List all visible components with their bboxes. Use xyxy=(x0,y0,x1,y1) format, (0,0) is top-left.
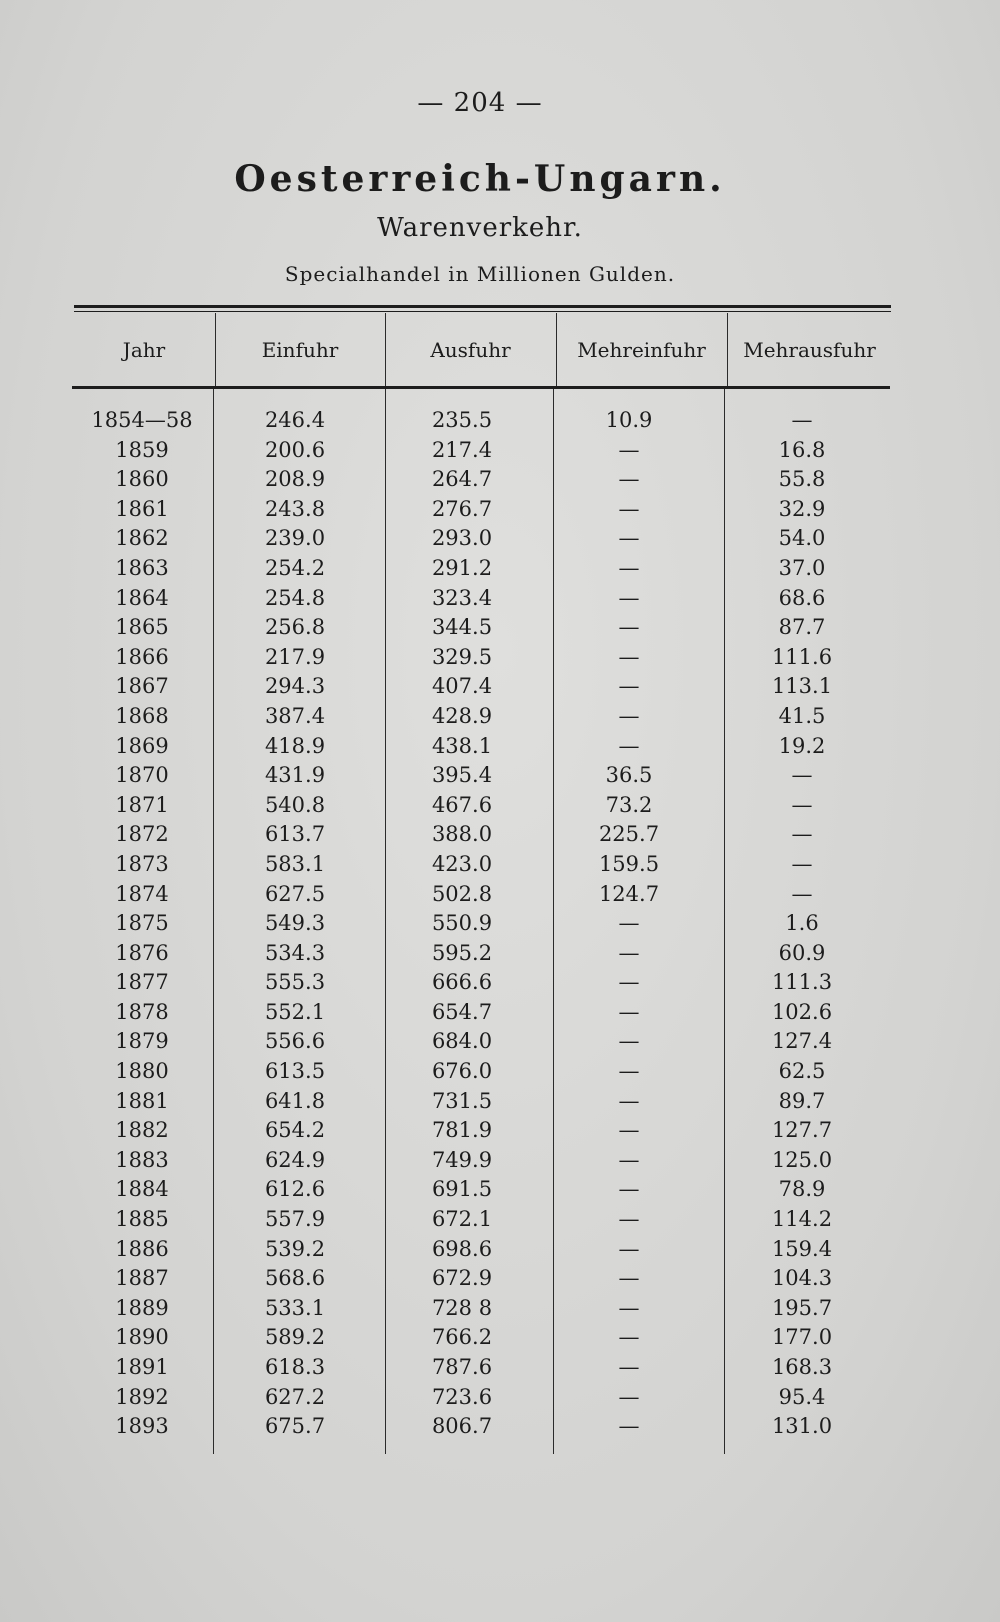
cell-mehrausfuhr: — xyxy=(791,763,813,788)
table-row xyxy=(72,554,892,584)
cell-mehrausfuhr: 159.4 xyxy=(771,1236,833,1261)
cell-mehrausfuhr: 102.6 xyxy=(771,999,833,1024)
table-row xyxy=(72,939,892,969)
cell-einfuhr: 533.1 xyxy=(264,1295,326,1320)
cell-einfuhr: 217.9 xyxy=(264,644,326,669)
cell-mehrausfuhr: 16.8 xyxy=(778,437,826,462)
cell-ausfuhr: 728 8 xyxy=(431,1295,493,1320)
cell-mehrausfuhr: 114.2 xyxy=(771,1207,833,1232)
cell-mehreinfuhr: — xyxy=(618,555,640,580)
cell-ausfuhr: 672.9 xyxy=(431,1266,493,1291)
cell-jahr: 1871 xyxy=(115,792,169,817)
cell-jahr: 1878 xyxy=(115,999,169,1024)
cell-mehrausfuhr: 104.3 xyxy=(771,1266,833,1291)
cell-mehrausfuhr: 87.7 xyxy=(778,615,826,640)
table-row xyxy=(72,524,892,554)
cell-einfuhr: 589.2 xyxy=(264,1325,326,1350)
cell-jahr: 1889 xyxy=(115,1295,169,1320)
cell-ausfuhr: 323.4 xyxy=(431,585,493,610)
cell-jahr: 1859 xyxy=(115,437,169,462)
table-row xyxy=(72,613,892,643)
table-row xyxy=(72,406,892,436)
cell-mehreinfuhr: — xyxy=(618,1384,640,1409)
cell-mehreinfuhr: — xyxy=(618,437,640,462)
table-row xyxy=(72,1146,892,1176)
cell-jahr: 1862 xyxy=(115,526,169,551)
cell-mehreinfuhr: 225.7 xyxy=(598,822,660,847)
cell-jahr: 1863 xyxy=(115,555,169,580)
cell-ausfuhr: 672.1 xyxy=(431,1207,493,1232)
cell-mehreinfuhr: 159.5 xyxy=(598,851,660,876)
table-caption: Specialhandel in Millionen Gulden. xyxy=(284,262,676,286)
cell-jahr: 1893 xyxy=(115,1414,169,1439)
table-row xyxy=(72,1116,892,1146)
cell-ausfuhr: 806.7 xyxy=(431,1414,493,1439)
cell-jahr: 1874 xyxy=(115,881,169,906)
table-row xyxy=(72,465,892,495)
top-rule-thin xyxy=(74,311,891,312)
cell-mehrausfuhr: 68.6 xyxy=(778,585,826,610)
cell-einfuhr: 254.2 xyxy=(264,555,326,580)
cell-jahr: 1866 xyxy=(115,644,169,669)
cell-mehrausfuhr: 37.0 xyxy=(778,555,826,580)
cell-jahr: 1881 xyxy=(115,1088,169,1113)
cell-ausfuhr: 550.9 xyxy=(431,911,493,936)
column-header-mehrausfuhr: Mehrausfuhr xyxy=(743,338,876,362)
cell-einfuhr: 675.7 xyxy=(264,1414,326,1439)
cell-mehrausfuhr: 111.6 xyxy=(771,644,833,669)
cell-ausfuhr: 502.8 xyxy=(431,881,493,906)
cell-einfuhr: 387.4 xyxy=(264,703,326,728)
cell-mehreinfuhr: — xyxy=(618,467,640,492)
column-header-ausfuhr: Ausfuhr xyxy=(430,338,511,362)
cell-jahr: 1885 xyxy=(115,1207,169,1232)
cell-mehreinfuhr: — xyxy=(618,911,640,936)
cell-mehreinfuhr: — xyxy=(618,526,640,551)
cell-einfuhr: 613.7 xyxy=(264,822,326,847)
cell-mehrausfuhr: 89.7 xyxy=(778,1088,826,1113)
cell-ausfuhr: 276.7 xyxy=(431,496,493,521)
cell-ausfuhr: 291.2 xyxy=(431,555,493,580)
top-rule xyxy=(74,305,891,308)
cell-mehrausfuhr: 62.5 xyxy=(778,1059,826,1084)
cell-einfuhr: 624.9 xyxy=(264,1147,326,1172)
cell-mehreinfuhr: — xyxy=(618,703,640,728)
cell-jahr: 1854—58 xyxy=(91,408,193,432)
cell-ausfuhr: 781.9 xyxy=(431,1118,493,1143)
cell-ausfuhr: 395.4 xyxy=(431,763,493,788)
column-header-jahr: Jahr xyxy=(122,338,166,362)
table-row xyxy=(72,820,892,850)
cell-ausfuhr: 264.7 xyxy=(431,467,493,492)
cell-ausfuhr: 654.7 xyxy=(431,999,493,1024)
cell-mehrausfuhr: 55.8 xyxy=(778,467,826,492)
cell-jahr: 1867 xyxy=(115,674,169,699)
cell-jahr: 1883 xyxy=(115,1147,169,1172)
cell-jahr: 1887 xyxy=(115,1266,169,1291)
cell-einfuhr: 246.4 xyxy=(264,408,326,432)
cell-einfuhr: 431.9 xyxy=(264,763,326,788)
cell-mehreinfuhr: — xyxy=(618,644,640,669)
cell-mehrausfuhr: 195.7 xyxy=(771,1295,833,1320)
trade-table xyxy=(72,406,892,1442)
cell-mehreinfuhr: — xyxy=(618,1147,640,1172)
cell-ausfuhr: 293.0 xyxy=(431,526,493,551)
column-header-mehreinfuhr: Mehreinfuhr xyxy=(577,338,706,362)
cell-jahr: 1890 xyxy=(115,1325,169,1350)
cell-mehreinfuhr: — xyxy=(618,1118,640,1143)
cell-mehrausfuhr: — xyxy=(791,792,813,817)
cell-mehreinfuhr: 124.7 xyxy=(598,881,660,906)
cell-mehrausfuhr: 113.1 xyxy=(771,674,833,699)
cell-jahr: 1869 xyxy=(115,733,169,758)
cell-jahr: 1892 xyxy=(115,1384,169,1409)
table-row xyxy=(72,495,892,525)
cell-ausfuhr: 217.4 xyxy=(431,437,493,462)
table-row xyxy=(72,909,892,939)
cell-ausfuhr: 676.0 xyxy=(431,1059,493,1084)
cell-mehrausfuhr: 95.4 xyxy=(778,1384,826,1409)
cell-jahr: 1865 xyxy=(115,615,169,640)
table-row xyxy=(72,791,892,821)
cell-einfuhr: 200.6 xyxy=(264,437,326,462)
table-row xyxy=(72,436,892,466)
table-row xyxy=(72,880,892,910)
table-row xyxy=(72,1205,892,1235)
cell-einfuhr: 243.8 xyxy=(264,496,326,521)
cell-mehreinfuhr: — xyxy=(618,1207,640,1232)
cell-mehreinfuhr: — xyxy=(618,615,640,640)
table-row xyxy=(72,584,892,614)
cell-mehrausfuhr: 1.6 xyxy=(785,911,819,936)
cell-einfuhr: 641.8 xyxy=(264,1088,326,1113)
cell-ausfuhr: 749.9 xyxy=(431,1147,493,1172)
cell-jahr: 1872 xyxy=(115,822,169,847)
cell-ausfuhr: 438.1 xyxy=(431,733,493,758)
table-row xyxy=(72,1175,892,1205)
cell-jahr: 1877 xyxy=(115,970,169,995)
cell-einfuhr: 612.6 xyxy=(264,1177,326,1202)
cell-jahr: 1886 xyxy=(115,1236,169,1261)
cell-mehrausfuhr: 78.9 xyxy=(778,1177,826,1202)
table-row xyxy=(72,1235,892,1265)
table-row xyxy=(72,968,892,998)
cell-jahr: 1891 xyxy=(115,1355,169,1379)
cell-mehreinfuhr: — xyxy=(618,585,640,610)
cell-einfuhr: 557.9 xyxy=(264,1207,326,1232)
cell-ausfuhr: 467.6 xyxy=(431,792,493,817)
cell-mehrausfuhr: — xyxy=(791,408,813,432)
cell-einfuhr: 294.3 xyxy=(264,674,326,699)
cell-einfuhr: 549.3 xyxy=(264,911,326,936)
table-row xyxy=(72,1323,892,1353)
cell-einfuhr: 627.5 xyxy=(264,881,326,906)
cell-mehreinfuhr: — xyxy=(618,1177,640,1202)
cell-einfuhr: 254.8 xyxy=(264,585,326,610)
cell-ausfuhr: 684.0 xyxy=(431,1029,493,1054)
cell-mehrausfuhr: 127.7 xyxy=(771,1118,833,1143)
cell-ausfuhr: 723.6 xyxy=(431,1384,493,1409)
cell-mehreinfuhr: — xyxy=(618,1355,640,1379)
cell-mehreinfuhr: 10.9 xyxy=(605,408,653,432)
table-row xyxy=(72,1353,892,1383)
cell-mehreinfuhr: — xyxy=(618,1029,640,1054)
column-header-einfuhr: Einfuhr xyxy=(261,338,339,362)
table-row xyxy=(72,1027,892,1057)
table-row xyxy=(72,1412,892,1442)
cell-ausfuhr: 388.0 xyxy=(431,822,493,847)
cell-jahr: 1861 xyxy=(115,496,169,521)
cell-jahr: 1873 xyxy=(115,851,169,876)
cell-jahr: 1868 xyxy=(115,703,169,728)
cell-mehreinfuhr: 73.2 xyxy=(605,792,653,817)
cell-einfuhr: 555.3 xyxy=(264,970,326,995)
cell-jahr: 1879 xyxy=(115,1029,169,1054)
cell-einfuhr: 534.3 xyxy=(264,940,326,965)
cell-jahr: 1875 xyxy=(115,911,169,936)
cell-mehreinfuhr: — xyxy=(618,1295,640,1320)
table-row xyxy=(72,1087,892,1117)
page-title: Oesterreich-Ungarn. xyxy=(234,158,726,200)
cell-einfuhr: 654.2 xyxy=(264,1118,326,1143)
cell-mehrausfuhr: — xyxy=(791,822,813,847)
cell-mehrausfuhr: 60.9 xyxy=(778,940,826,965)
cell-mehreinfuhr: — xyxy=(618,733,640,758)
cell-einfuhr: 256.8 xyxy=(264,615,326,640)
cell-mehreinfuhr: — xyxy=(618,940,640,965)
cell-mehrausfuhr: 131.0 xyxy=(771,1414,833,1439)
cell-jahr: 1864 xyxy=(115,585,169,610)
cell-mehreinfuhr: — xyxy=(618,1088,640,1113)
cell-mehreinfuhr: — xyxy=(618,970,640,995)
cell-ausfuhr: 595.2 xyxy=(431,940,493,965)
cell-mehrausfuhr: 168.3 xyxy=(771,1355,833,1379)
table-row xyxy=(72,998,892,1028)
cell-mehreinfuhr: 36.5 xyxy=(605,763,653,788)
table-row xyxy=(72,732,892,762)
cell-mehrausfuhr: 127.4 xyxy=(771,1029,833,1054)
cell-einfuhr: 583.1 xyxy=(264,851,326,876)
cell-mehrausfuhr: 125.0 xyxy=(771,1147,833,1172)
table-row xyxy=(72,761,892,791)
table-row xyxy=(72,1264,892,1294)
table-row xyxy=(72,643,892,673)
cell-einfuhr: 568.6 xyxy=(264,1266,326,1291)
cell-ausfuhr: 731.5 xyxy=(431,1088,493,1113)
cell-mehrausfuhr: — xyxy=(791,881,813,906)
table-row xyxy=(72,672,892,702)
cell-mehrausfuhr: 32.9 xyxy=(778,496,826,521)
cell-jahr: 1876 xyxy=(115,940,169,965)
cell-ausfuhr: 407.4 xyxy=(431,674,493,699)
cell-jahr: 1882 xyxy=(115,1118,169,1143)
table-row xyxy=(72,1057,892,1087)
cell-ausfuhr: 766.2 xyxy=(431,1325,493,1350)
cell-mehreinfuhr: — xyxy=(618,674,640,699)
cell-mehreinfuhr: — xyxy=(618,1266,640,1291)
cell-ausfuhr: 344.5 xyxy=(431,615,493,640)
cell-einfuhr: 556.6 xyxy=(264,1029,326,1054)
cell-einfuhr: 540.8 xyxy=(264,792,326,817)
table-row xyxy=(72,702,892,732)
cell-mehreinfuhr: — xyxy=(618,496,640,521)
cell-mehreinfuhr: — xyxy=(618,999,640,1024)
cell-jahr: 1870 xyxy=(115,763,169,788)
cell-einfuhr: 627.2 xyxy=(264,1384,326,1409)
cell-ausfuhr: 329.5 xyxy=(431,644,493,669)
cell-ausfuhr: 666.6 xyxy=(431,970,493,995)
cell-ausfuhr: 428.9 xyxy=(431,703,493,728)
cell-ausfuhr: 787.6 xyxy=(431,1355,493,1379)
cell-ausfuhr: 235.5 xyxy=(431,408,493,432)
cell-einfuhr: 208.9 xyxy=(264,467,326,492)
page-number: — 204 — xyxy=(417,88,543,118)
cell-einfuhr: 613.5 xyxy=(264,1059,326,1084)
cell-mehrausfuhr: 41.5 xyxy=(778,703,826,728)
cell-ausfuhr: 698.6 xyxy=(431,1236,493,1261)
cell-jahr: 1860 xyxy=(115,467,169,492)
cell-einfuhr: 618.3 xyxy=(264,1355,326,1379)
cell-mehreinfuhr: — xyxy=(618,1059,640,1084)
cell-mehreinfuhr: — xyxy=(618,1414,640,1439)
header-rule xyxy=(72,386,890,389)
page-subtitle: Warenverkehr. xyxy=(377,213,583,243)
cell-einfuhr: 539.2 xyxy=(264,1236,326,1261)
cell-mehrausfuhr: — xyxy=(791,851,813,876)
cell-einfuhr: 552.1 xyxy=(264,999,326,1024)
cell-mehrausfuhr: 111.3 xyxy=(771,970,833,995)
cell-ausfuhr: 691.5 xyxy=(431,1177,493,1202)
cell-einfuhr: 418.9 xyxy=(264,733,326,758)
cell-mehrausfuhr: 19.2 xyxy=(778,733,826,758)
cell-jahr: 1880 xyxy=(115,1059,169,1084)
cell-mehreinfuhr: — xyxy=(618,1325,640,1350)
cell-ausfuhr: 423.0 xyxy=(431,851,493,876)
cell-mehrausfuhr: 177.0 xyxy=(771,1325,833,1350)
table-row xyxy=(72,1383,892,1413)
cell-mehrausfuhr: 54.0 xyxy=(778,526,826,551)
table-row xyxy=(72,850,892,880)
cell-jahr: 1884 xyxy=(115,1177,169,1202)
table-row xyxy=(72,1294,892,1324)
cell-mehreinfuhr: — xyxy=(618,1236,640,1261)
cell-einfuhr: 239.0 xyxy=(264,526,326,551)
